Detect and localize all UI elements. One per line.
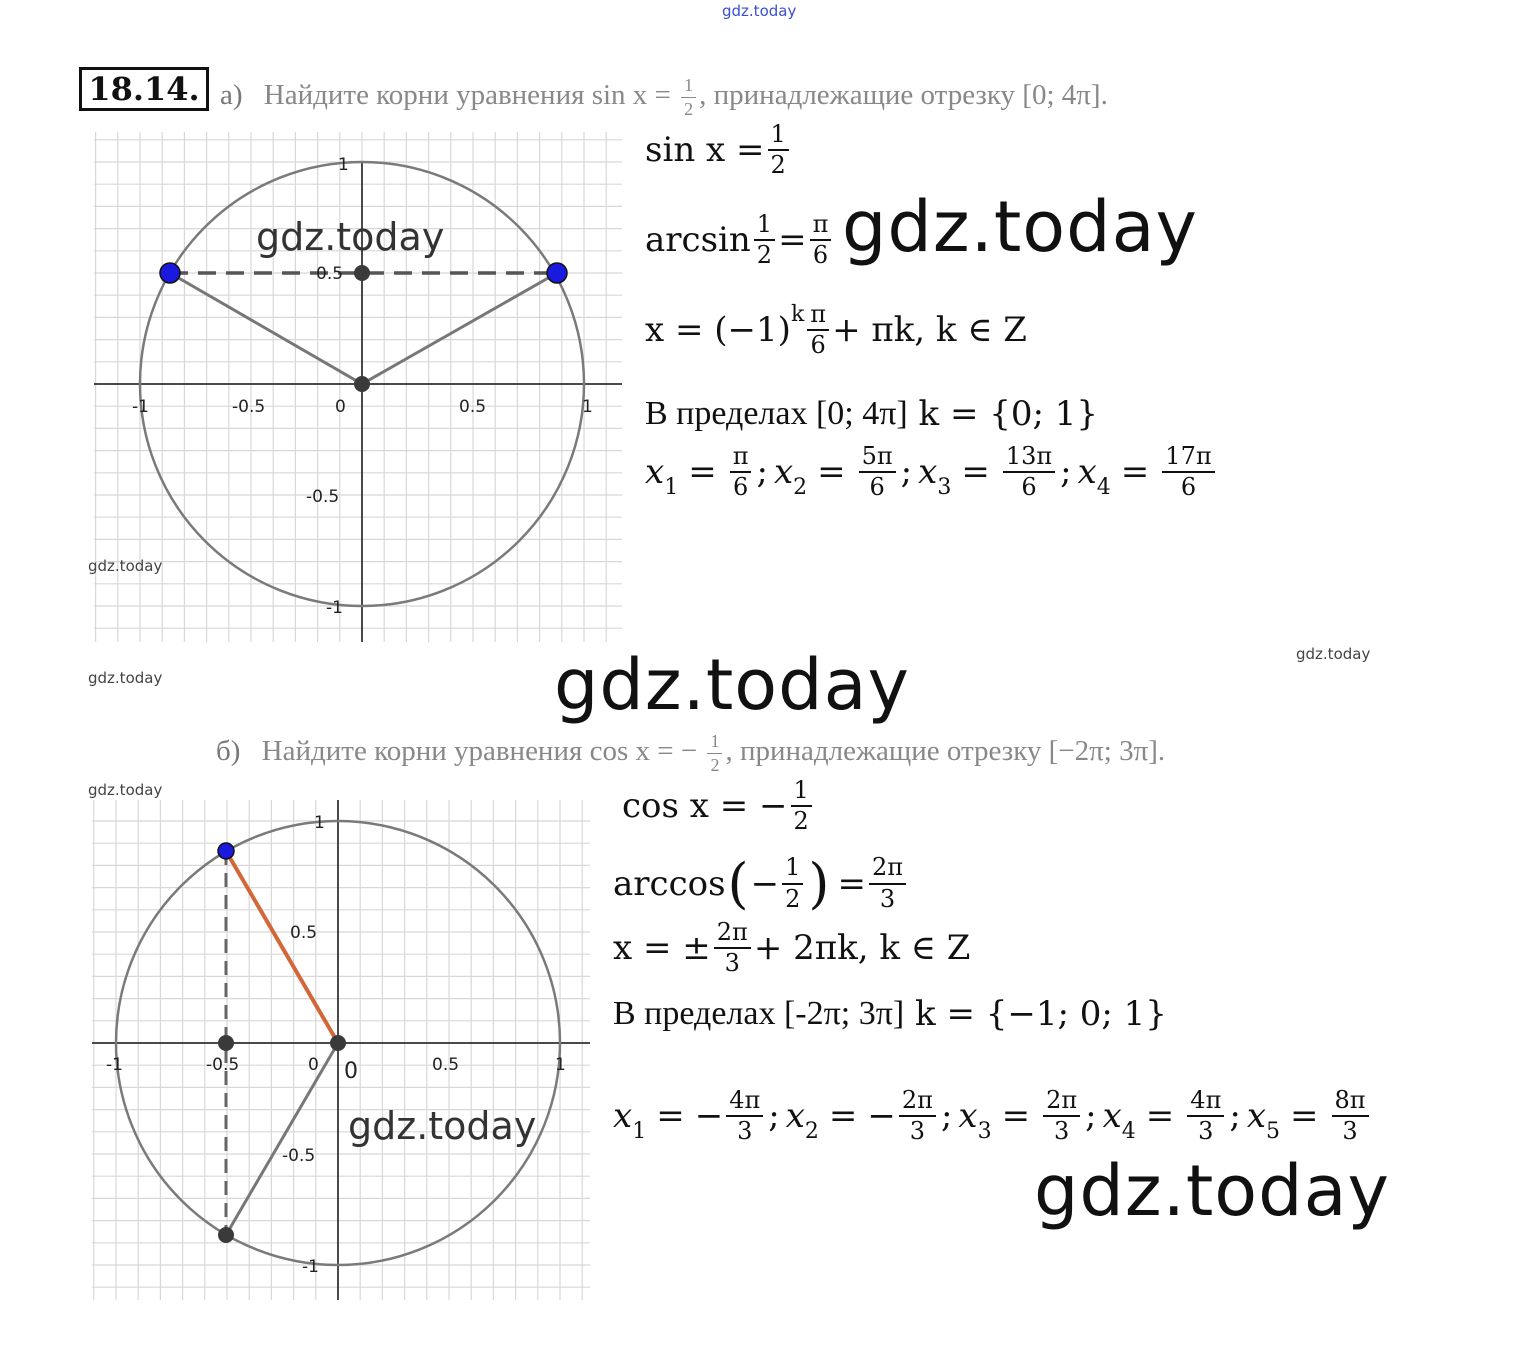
root-separator: ; xyxy=(768,1096,780,1137)
b-line2-paren-close: ) xyxy=(808,852,830,915)
point-neg2pi3-b xyxy=(218,1227,234,1243)
root-subscript: 2 xyxy=(804,1119,819,1145)
root-equals: = xyxy=(828,1096,858,1137)
root-equals: = xyxy=(817,452,846,493)
root-var: x xyxy=(773,452,794,493)
watermark-graph-b: gdz.today xyxy=(348,1104,537,1148)
b-line1 xyxy=(622,778,815,834)
a-line3 xyxy=(645,302,1027,358)
a-line3-pre: x = (−1) xyxy=(645,310,791,351)
frac-den: 3 xyxy=(1342,1117,1358,1146)
b-line4-k: k = {−1; 0; 1} xyxy=(915,994,1167,1034)
frac-num: 4π xyxy=(726,1088,763,1117)
b-line1-lhs: cos x = − xyxy=(622,786,788,827)
a-roots xyxy=(645,444,1218,500)
tick-y-1-a: 1 xyxy=(338,155,349,175)
frac-num: 1 xyxy=(768,122,789,151)
root-equals: = xyxy=(1145,1096,1175,1137)
frac-den: 2 xyxy=(710,754,720,775)
point-pi6-a xyxy=(547,263,567,283)
frac-den: 2 xyxy=(684,98,694,119)
b-line2-frac xyxy=(782,855,803,911)
frac-den: 6 xyxy=(1180,473,1197,502)
origin-label-b: 0 xyxy=(344,1059,358,1084)
frac-num: 2π xyxy=(1043,1088,1080,1117)
tick-x-neg1-b: -1 xyxy=(106,1055,123,1075)
point-xneg05-b xyxy=(218,1035,234,1051)
frac-den: 6 xyxy=(1021,473,1037,502)
root-equals: = xyxy=(1290,1096,1319,1137)
frac-den: 2 xyxy=(785,884,801,913)
a-line2-res xyxy=(810,212,832,268)
root-equals: = xyxy=(1001,1096,1031,1137)
frac-num: 1 xyxy=(754,212,775,241)
tick-y-neg05-a: -0.5 xyxy=(306,487,340,507)
b-line1-frac xyxy=(791,778,812,834)
task-a-post: , принадлежащие отрезку [0; 4π]. xyxy=(699,79,1108,112)
b-roots xyxy=(613,1088,1372,1144)
root-separator: ; xyxy=(900,452,913,493)
task-a xyxy=(220,76,1108,119)
task-b-label: б) xyxy=(216,735,241,768)
origin-point-a xyxy=(354,376,370,392)
a-line1 xyxy=(645,122,792,178)
tick-y-05-b: 0.5 xyxy=(290,923,318,943)
task-b xyxy=(216,732,1165,775)
task-b-post: , принадлежащие отрезку [−2π; 3π]. xyxy=(725,735,1166,768)
frac-num: 5π xyxy=(859,444,896,473)
root-separator: ; xyxy=(756,452,768,493)
watermark-graph-a: gdz.today xyxy=(256,215,445,259)
root-separator: ; xyxy=(1060,452,1072,493)
b-line2-paren-open: ( xyxy=(727,852,749,915)
root-var: x xyxy=(613,1096,633,1137)
tick-x-neg05-b: -0.5 xyxy=(206,1055,240,1075)
watermark-left-b: gdz.today xyxy=(88,781,163,799)
frac-den: 3 xyxy=(737,1117,753,1146)
watermark-big-mid: gdz.today xyxy=(554,644,910,726)
root-subscript: 4 xyxy=(1096,475,1111,501)
radius-neg2pi3-b xyxy=(226,1043,338,1235)
frac-den: 2 xyxy=(756,241,773,270)
tick-y-05-a: 0.5 xyxy=(316,264,344,284)
a-line2-eq: = xyxy=(778,220,807,261)
unit-circle-graph-b xyxy=(92,800,590,1300)
root-sign: − xyxy=(867,1096,896,1137)
a-line2 xyxy=(645,212,834,268)
a-line1-lhs: sin x = xyxy=(645,130,765,171)
frac-num: π xyxy=(810,212,832,241)
frac-den: 3 xyxy=(1053,1117,1070,1146)
b-line3-frac xyxy=(714,920,751,976)
b-line2-eq: = xyxy=(837,863,866,904)
root-subscript: 1 xyxy=(664,475,679,501)
tick-y-neg05-b: -0.5 xyxy=(282,1146,316,1166)
root-var: x xyxy=(1246,1096,1266,1137)
root-value xyxy=(726,1088,763,1144)
frac-den: 3 xyxy=(909,1117,926,1146)
watermark-left-a1: gdz.today xyxy=(88,557,163,575)
root-var: x xyxy=(1077,452,1097,493)
frac-num: 1 xyxy=(782,855,803,884)
root-subscript: 2 xyxy=(793,475,808,501)
root-separator: ; xyxy=(1085,1096,1097,1137)
unit-circle-graph-a xyxy=(94,132,622,642)
task-b-eq: cos x = − xyxy=(589,735,698,768)
a-line4 xyxy=(645,394,1098,434)
frac-den: 3 xyxy=(1198,1117,1214,1146)
watermark-big-a: gdz.today xyxy=(842,186,1198,268)
root-subscript: 3 xyxy=(937,475,952,501)
root-equals: = xyxy=(961,452,990,493)
watermark-left-a2: gdz.today xyxy=(88,669,163,687)
b-line3-post: + 2πk, k ∈ Z xyxy=(753,928,971,969)
root-var: x xyxy=(785,1096,805,1137)
root-subscript: 1 xyxy=(632,1119,647,1145)
tick-x-1-a: 1 xyxy=(582,397,593,417)
tick-x-05-b: 0.5 xyxy=(432,1055,460,1075)
tick-x-neg1-a: -1 xyxy=(132,397,149,417)
tick-x-0-b: 0 xyxy=(308,1055,319,1075)
tick-x-1-b: 1 xyxy=(555,1055,566,1075)
frac-den: 3 xyxy=(724,949,740,978)
frac-den: 2 xyxy=(770,151,786,180)
tick-x-0-a: 0 xyxy=(335,397,346,417)
tick-y-1-b: 1 xyxy=(314,813,325,833)
root-sign: − xyxy=(694,1096,724,1137)
point-2pi3-b xyxy=(218,843,234,859)
frac-den: 6 xyxy=(869,473,885,502)
problem-number: 18.14. xyxy=(79,67,209,111)
frac-den: 2 xyxy=(793,807,809,836)
root-var: x xyxy=(918,452,938,493)
a-line3-frac xyxy=(807,302,829,358)
watermark-big-b: gdz.today xyxy=(1034,1150,1390,1232)
b-line2-res xyxy=(869,855,906,911)
root-separator: ; xyxy=(1229,1096,1241,1137)
frac-num: 4π xyxy=(1187,1088,1224,1117)
root-value xyxy=(859,444,896,500)
frac-num: π xyxy=(807,302,829,331)
b-line2-fn: arccos xyxy=(613,863,726,904)
b-line4-text: В пределах [-2π; 3π] xyxy=(613,995,905,1032)
a-line2-frac xyxy=(754,212,775,268)
frac-num: 2π xyxy=(899,1088,936,1117)
radius-right-a xyxy=(362,273,557,384)
frac-num: 13π xyxy=(1003,444,1055,473)
root-value xyxy=(1187,1088,1224,1144)
root-value xyxy=(1003,444,1055,500)
frac-den: 6 xyxy=(732,473,749,502)
root-subscript: 3 xyxy=(977,1119,992,1145)
root-subscript: 4 xyxy=(1121,1119,1136,1145)
b-line4 xyxy=(613,994,1167,1034)
root-subscript: 5 xyxy=(1266,1119,1280,1145)
task-b-frac xyxy=(707,732,722,775)
frac-num: 2π xyxy=(869,855,906,884)
watermark-top: gdz.today xyxy=(722,2,797,20)
frac-num: 17π xyxy=(1162,444,1214,473)
root-value xyxy=(1332,1088,1369,1144)
task-a-label: а) xyxy=(220,79,243,112)
frac-den: 3 xyxy=(879,884,896,913)
tick-y-neg1-a: -1 xyxy=(326,598,343,618)
task-a-frac xyxy=(681,76,696,119)
root-separator: ; xyxy=(940,1096,953,1137)
a-line4-text: В пределах [0; 4π] xyxy=(645,395,908,432)
root-value xyxy=(1043,1088,1080,1144)
root-var: x xyxy=(645,452,665,493)
root-equals: = xyxy=(1120,452,1150,493)
root-value xyxy=(730,444,752,500)
tick-x-05-a: 0.5 xyxy=(459,397,487,417)
task-a-eq: sin x = xyxy=(591,79,671,112)
frac-num: 1 xyxy=(707,732,722,754)
root-var: x xyxy=(1102,1096,1122,1137)
root-value xyxy=(1162,444,1214,500)
a-line3-sup: k xyxy=(790,302,805,327)
frac-num: π xyxy=(730,444,752,473)
root-value xyxy=(899,1088,936,1144)
frac-num: 1 xyxy=(681,76,696,98)
point-y05-a xyxy=(354,265,370,281)
b-line3-pre: x = ± xyxy=(613,928,711,969)
radius-left-a xyxy=(170,273,362,384)
task-a-pre: Найдите корни уравнения xyxy=(263,79,585,112)
frac-num: 8π xyxy=(1332,1088,1369,1117)
b-line3 xyxy=(613,920,970,976)
tick-y-neg1-b: -1 xyxy=(302,1257,319,1277)
point-5pi6-a xyxy=(160,263,180,283)
root-equals: = xyxy=(688,452,717,493)
watermark-right-small: gdz.today xyxy=(1296,645,1371,663)
root-equals: = xyxy=(656,1096,685,1137)
frac-num: 1 xyxy=(791,778,812,807)
frac-den: 6 xyxy=(810,331,826,360)
b-line2 xyxy=(613,852,909,915)
origin-point-b xyxy=(330,1035,346,1051)
task-b-pre: Найдите корни уравнения xyxy=(261,735,583,768)
a-line3-post: + πk, k ∈ Z xyxy=(832,310,1027,351)
frac-num: 2π xyxy=(714,920,751,949)
a-line1-frac xyxy=(768,122,789,178)
a-line4-k: k = {0; 1} xyxy=(918,394,1099,434)
frac-den: 6 xyxy=(812,241,829,270)
b-line2-minus: − xyxy=(750,863,780,904)
a-line2-fn: arcsin xyxy=(645,220,751,261)
tick-x-neg05-a: -0.5 xyxy=(232,397,266,417)
root-var: x xyxy=(958,1096,978,1137)
segment-2pi3-b xyxy=(226,851,338,1043)
